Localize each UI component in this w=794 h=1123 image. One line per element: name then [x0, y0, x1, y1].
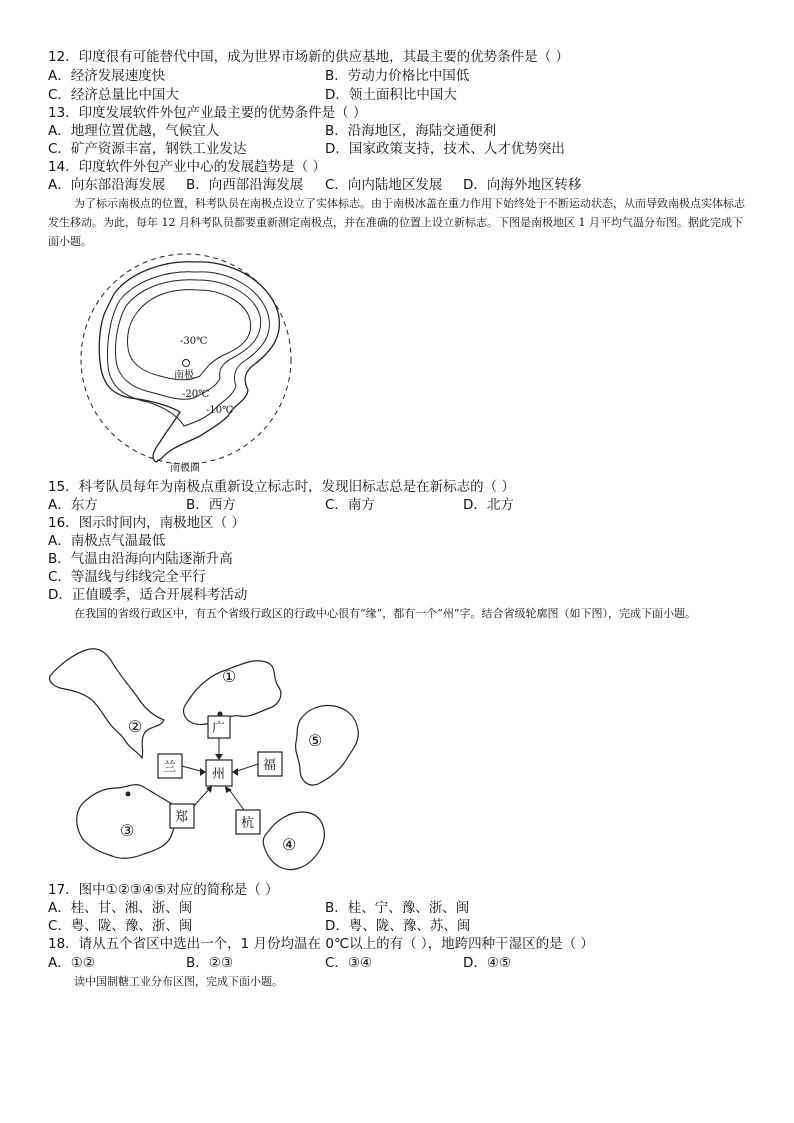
province-3-capital-dot — [126, 792, 131, 797]
q18-option-b: B．②③ — [186, 955, 233, 971]
label-south-pole: 南极 — [174, 370, 194, 381]
q12-option-c: C．经济总量比中国大 — [48, 87, 179, 103]
label-minus-30: -30℃ — [180, 336, 208, 347]
hang-char: 杭 — [241, 816, 255, 831]
q15-option-c: C．南方 — [325, 497, 375, 513]
q13-option-a: A．地理位置优越，气候宜人 — [48, 123, 220, 139]
q12-option-a: A．经济发展速度快 — [48, 68, 166, 84]
q12-stem: 12．印度很有可能替代中国，成为世界市场新的供应基地，其最主要的优势条件是（ ） — [48, 49, 569, 65]
q16-option-b: B．气温由沿海向内陆逐渐升高 — [48, 551, 233, 567]
guang-char: 广 — [212, 721, 226, 736]
label-minus-20: -20℃ — [182, 389, 210, 400]
q17-stem: 17．图中①②③④⑤对应的简称是（ ） — [48, 882, 279, 898]
q12-option-b: B．劳动力价格比中国低 — [325, 68, 470, 84]
q18-option-a: A．①② — [48, 955, 95, 971]
q16-option-c: C．等温线与纬线完全平行 — [48, 569, 206, 585]
zheng-char: 郑 — [175, 810, 189, 825]
province-outline-2 — [50, 649, 164, 758]
q12-option-d: D．领土面积比中国大 — [325, 87, 457, 103]
center-char: 州 — [212, 767, 226, 782]
sugar-intro-text: 读中国制糖工业分布区图，完成下面小题。 — [74, 975, 283, 988]
province-outline-5 — [296, 706, 359, 786]
q16-option-a: A．南极点气温最低 — [48, 533, 166, 549]
q16-option-d: D．正值暖季，适合开展科考活动 — [48, 587, 248, 603]
province-number-2: ② — [128, 717, 143, 736]
q17-option-d: D．粤、陇、豫、苏、闽 — [325, 918, 471, 934]
province-number-1: ① — [222, 667, 237, 686]
q14-option-d: D．向海外地区转移 — [463, 177, 582, 193]
q14-option-a: A．向东部沿海发展 — [48, 177, 166, 193]
label-antarctic-circle: 南极圈 — [170, 463, 200, 474]
province-number-5: ⑤ — [308, 731, 323, 750]
q13-option-c: C．矿产资源丰富，钢铁工业发达 — [48, 141, 247, 157]
lan-char: 兰 — [163, 760, 177, 775]
q18-stem: 18．请从五个省区中选出一个，1 月份均温在 0℃以上的有（ ），地跨四种干湿区的是（ ） — [48, 936, 594, 952]
q14-option-c: C．向内陆地区发展 — [325, 177, 443, 193]
q15-option-b: B．西方 — [186, 497, 236, 513]
q17-option-b: B．桂、宁、豫、浙、闽 — [325, 900, 470, 916]
q18-option-c: C．③④ — [325, 955, 373, 971]
south-pole-marker — [183, 360, 190, 367]
q17-option-a: A．桂、甘、湘、浙、闽 — [48, 900, 193, 916]
antarctic-intro-text: 为了标示南极点的位置，科考队员在南极点设立了实体标志。由于南极冰盖在重力作用下始终处于不断运动状态，从而导致南极点实体标志发生移动。为此，每年 12 月科考队员都要重新测定南极点，并在准确的位置上设立新标志。下图是南极地区 1 月平均气温分布图。据此完成下面小题。 — [48, 197, 745, 248]
province-intro-paragraph — [48, 604, 748, 623]
q15-option-a: A．东方 — [48, 497, 98, 513]
q17-option-c: C．粤、陇、豫、浙、闽 — [48, 918, 193, 934]
q15-option-d: D．北方 — [463, 497, 514, 513]
antarctica-temperature-map — [70, 252, 310, 476]
q13-option-d: D．国家政策支持，技术、人才优势突出 — [325, 141, 565, 157]
province-intro-text: 在我国的省级行政区中，有五个省级行政区的行政中心很有“缘”，都有一个“州”字。结合省级轮廓图（如下图），完成下面小题。 — [74, 607, 696, 620]
q18-option-d: D．④⑤ — [463, 955, 512, 971]
antarctic-intro-paragraph — [48, 194, 748, 251]
q13-stem: 13．印度发展软件外包产业最主要的优势条件是（ ） — [48, 105, 367, 121]
isotherm-minus-30 — [127, 290, 250, 380]
province-outline-diagram — [46, 642, 366, 878]
q13-option-b: B．沿海地区，海陆交通便利 — [325, 123, 497, 139]
province-number-4: ④ — [282, 835, 297, 854]
q14-stem: 14．印度软件外包产业中心的发展趋势是（ ） — [48, 159, 326, 175]
q16-stem: 16．图示时间内，南极地区（ ） — [48, 515, 245, 531]
q15-stem: 15．科考队员每年为南极点重新设立标志时，发现旧标志总是在新标志的（ ） — [48, 479, 515, 495]
sugar-intro-paragraph — [48, 972, 748, 991]
label-minus-10: -10℃ — [206, 405, 234, 416]
q14-option-b: B．向西部沿海发展 — [186, 177, 304, 193]
fu-char: 福 — [263, 758, 277, 773]
province-number-3: ③ — [120, 821, 135, 840]
